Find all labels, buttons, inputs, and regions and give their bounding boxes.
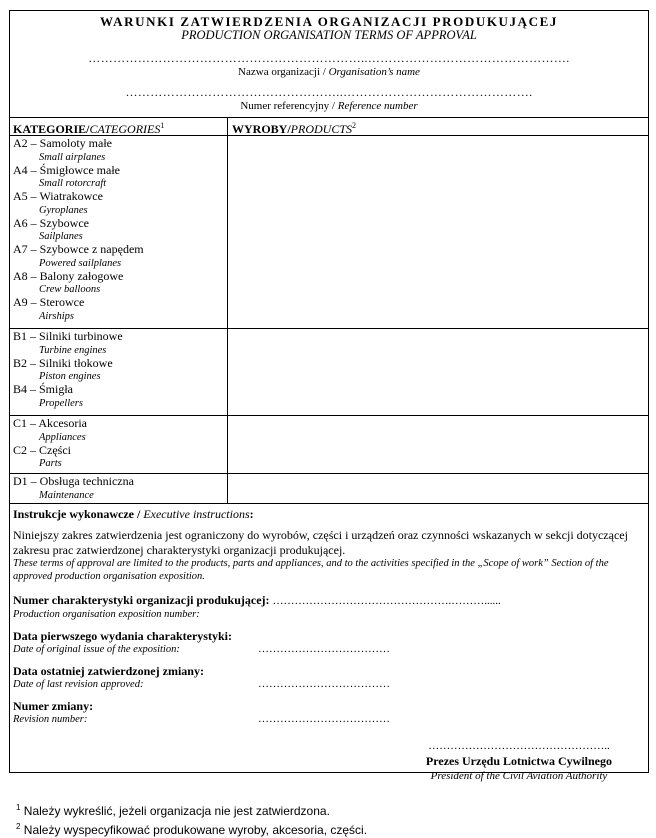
category-item: A2 – Samoloty małe Small airplanes	[13, 136, 112, 163]
category-item: A7 – Szybowce z napędem Powered sailplanes	[13, 242, 144, 269]
title-polish: WARUNKI ZATWIERDZENIA ORGANIZACJI PRODUKUJĄCEJ	[100, 14, 558, 29]
products-column-header: WYROBY/PRODUCTS$^2$	[232, 121, 357, 136]
instructions-text-english: These terms of approval are limited to the products, parts and appliances, and to the activities specified in the „Scope of work” Section of the approved production organisation exposition.	[13, 558, 609, 582]
original-issue-date-dots[interactable]: ………………………………	[258, 643, 390, 655]
signature-line[interactable]: …………………………………………..	[428, 740, 610, 752]
products-cell[interactable]	[228, 136, 648, 328]
category-item: C2 – Części Parts	[13, 442, 71, 469]
organisation-name-label: Nazwa organizacji / Organisation’s name	[238, 66, 420, 78]
category-item: B4 – Śmigła Propellers	[13, 382, 83, 409]
executive-instructions	[10, 503, 648, 726]
revision-number-dots[interactable]: ………………………………	[258, 713, 390, 725]
original-issue-date-field: Data pierwszego wydania charakterystyki: Date of original issue of the exposition: ………………………………	[13, 629, 390, 655]
categories-column-header: KATEGORIE/CATEGORIES$^1$	[10, 117, 228, 135]
signatory-title-english: President of the Civil Aviation Authority	[430, 770, 608, 782]
signatory-title-polish: Prezes Urzędu Lotnictwa Cywilnego	[425, 754, 612, 768]
category-item: A9 – Sterowce Airships	[13, 295, 85, 322]
category-item: D1 – Obsługa techniczna Maintenance	[13, 474, 134, 501]
signature-block	[426, 739, 612, 783]
category-group-c	[10, 416, 648, 474]
approval-form	[9, 10, 649, 782]
category-item: B1 – Silniki turbinowe Turbine engines	[13, 329, 123, 356]
organisation-name-field[interactable]: …………………………………………………………..………………………………………….	[88, 51, 570, 65]
category-item: A4 – Śmigłowce małe Small rotorcraft	[13, 162, 120, 189]
instructions-text-polish: Niniejszy zakres zatwierdzenia jest ograniczony do wyrobów, części i urządzeń oraz czynności wskazanych w sekcji dotyczącej zakresu prac zatwierdzonej charakterystyki organizacji produkującej.	[13, 528, 628, 557]
footnote-2: $^2$ Należy wyspecyfikować produkowane wyroby, akcesoria, części.	[16, 822, 368, 837]
reference-number-label: Numer referencyjny / Reference number	[240, 100, 418, 112]
form-header	[10, 11, 648, 118]
revision-number-field: Numer zmiany: Revision number: ………………………………	[13, 699, 390, 725]
category-item: C1 – Akcesoria Appliances	[13, 416, 87, 443]
footnote-1: $^1$ Należy wykreślić, jeżeli organizacja nie jest zatwierdzona.	[16, 803, 330, 818]
category-group-d	[10, 474, 648, 504]
table-header-row	[10, 117, 648, 136]
categories-table	[10, 117, 648, 504]
title-english: PRODUCTION ORGANISATION TERMS OF APPROVAL	[181, 28, 477, 42]
products-cell[interactable]	[228, 416, 648, 473]
reference-number-field[interactable]: ……………………………………………..……………………………………….	[125, 85, 533, 99]
category-item: B2 – Silniki tłokowe Piston engines	[13, 355, 113, 382]
products-cell[interactable]	[228, 329, 648, 415]
instructions-heading: Instrukcje wykonawcze / Executive instructions:	[13, 507, 254, 521]
last-revision-date-field: Data ostatniej zatwierdzonej zmiany: Date of last revision approved: ………………………………	[13, 664, 390, 690]
category-group-a	[10, 136, 648, 329]
products-cell[interactable]	[228, 474, 648, 503]
category-item: A6 – Szybowce Sailplanes	[13, 215, 89, 242]
footnotes	[16, 800, 367, 838]
category-group-b	[10, 329, 648, 416]
category-item: A8 – Balony załogowe Crew balloons	[13, 268, 124, 295]
exposition-number-field: Numer charakterystyki organizacji produkującej: ………………………………………….………...... Production organisation exposition number:	[13, 593, 501, 620]
category-item: A5 – Wiatrakowce Gyroplanes	[13, 189, 103, 216]
last-revision-date-dots[interactable]: ………………………………	[258, 678, 390, 690]
exposition-number-dots[interactable]: ………………………………………….………......	[272, 595, 501, 607]
